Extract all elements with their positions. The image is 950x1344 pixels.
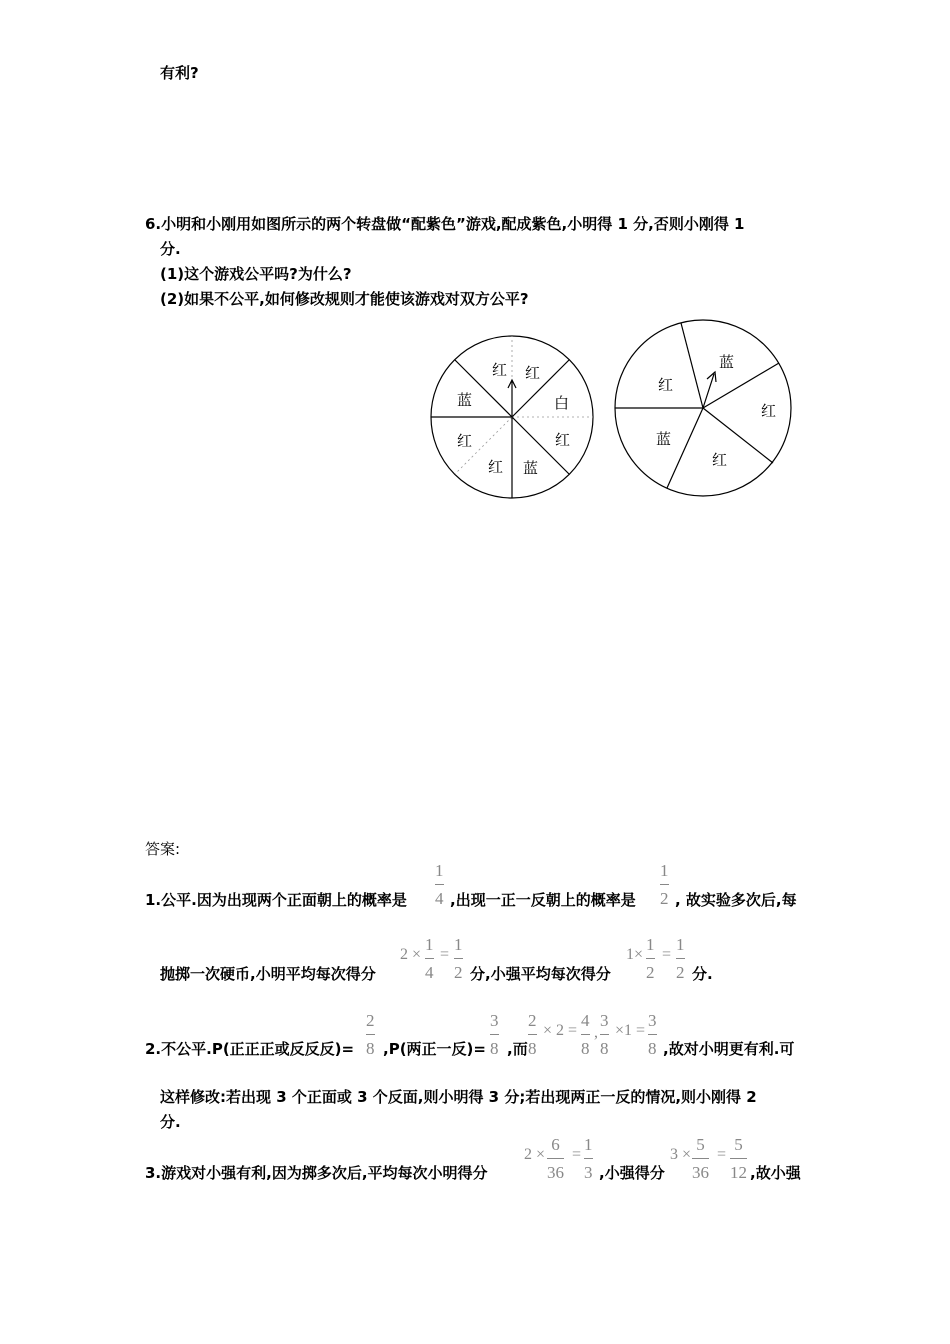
fraction-denominator: 2: [660, 889, 669, 908]
answer-heading: 答案:: [145, 840, 181, 858]
answer1-part-b: ,出现一正一反朝上的概率是: [450, 891, 636, 909]
answer1-fraction: [425, 936, 434, 981]
fraction-numerator: 2: [528, 1011, 537, 1030]
answer1-line2-a: 抛掷一次硬币,小明平均每次得分: [160, 965, 376, 983]
spinner-left-label: 红: [457, 432, 473, 450]
fraction-numerator: 1: [660, 861, 669, 880]
fraction-denominator: 4: [435, 889, 444, 908]
answer2-fraction: [581, 1012, 590, 1057]
spinner-right-arrow: [703, 372, 716, 408]
spinner-right-label: 蓝: [719, 353, 735, 371]
math-operator: 3 ×: [670, 1146, 692, 1163]
spinner-right-label: 红: [761, 402, 777, 420]
fraction-denominator: 8: [648, 1039, 657, 1058]
fraction-denominator: 2: [676, 963, 685, 982]
fraction-numerator: 5: [734, 1135, 743, 1154]
answer3-part-a: 3.游戏对小强有利,因为掷多次后,平均每次小明得分: [145, 1164, 488, 1182]
answer3-fraction: [584, 1136, 593, 1181]
answer3-part-b: ,小强得分: [599, 1164, 665, 1182]
spinner-right-divider: [667, 408, 703, 488]
q6-stem-line2: 分.: [160, 240, 181, 258]
spinner-right-label: 红: [658, 376, 674, 394]
fraction-numerator: 1: [425, 935, 434, 954]
fraction-denominator: 3: [584, 1163, 593, 1182]
math-operator: =: [572, 1146, 582, 1163]
top-fragment: 有利?: [160, 64, 199, 82]
answer1-fraction: [660, 862, 669, 907]
fraction-denominator: 8: [581, 1039, 590, 1058]
answer2-line2: 这样修改:若出现 3 个正面或 3 个反面,则小明得 3 分;若出现两正一反的情况,则小刚得 2: [160, 1088, 757, 1106]
fraction-denominator: 2: [454, 963, 463, 982]
fraction-denominator: 2: [646, 963, 655, 982]
fraction-denominator: 8: [366, 1039, 375, 1058]
fraction-denominator: 4: [425, 963, 434, 982]
spinner-left-label: 红: [555, 431, 571, 449]
fraction-denominator: 8: [528, 1039, 537, 1058]
answer3-part-c: ,故小强: [750, 1164, 801, 1182]
fraction-numerator: 1: [435, 861, 444, 880]
fraction-numerator: 3: [648, 1011, 657, 1030]
answer2-fraction: [528, 1012, 537, 1057]
fraction-numerator: 1: [676, 935, 685, 954]
fraction-numerator: 1: [454, 935, 463, 954]
answer3-fraction: [547, 1136, 564, 1181]
answer2-part-a: 2.不公平.P(正正正或反反反)=: [145, 1040, 355, 1058]
answer2-line3: 分.: [160, 1113, 181, 1131]
answer1-fraction: [676, 936, 685, 981]
answer1-part-c: , 故实验多次后,每: [675, 891, 797, 909]
spinner-left-label: 红: [492, 361, 508, 379]
spinner-left-label: 蓝: [523, 459, 539, 477]
math-operator: 1×: [626, 946, 644, 963]
spinner-left-label: 蓝: [457, 391, 473, 409]
spinner-right-label: 蓝: [656, 430, 672, 448]
fraction-numerator: 1: [584, 1135, 593, 1154]
math-operator: =: [440, 946, 450, 963]
q6-stem-line1: 6.小明和小刚用如图所示的两个转盘做“配紫色”游戏,配成紫色,小明得 1 分,否则小刚得 1: [145, 215, 745, 233]
fraction-numerator: 3: [600, 1011, 609, 1030]
answer2-part-d: ,故对小明更有利.可: [663, 1040, 795, 1058]
answer2-fraction: [600, 1012, 609, 1057]
fraction-numerator: 2: [366, 1011, 375, 1030]
math-operator: ×1 =: [615, 1022, 646, 1039]
answer1-line2-b: 分,小强平均每次得分: [470, 965, 611, 983]
answer1-fraction: [435, 862, 444, 907]
spinner-left-label: 白: [554, 394, 570, 412]
math-operator: =: [717, 1146, 727, 1163]
fraction-numerator: 6: [551, 1135, 560, 1154]
spinner-left-label: 红: [525, 364, 541, 382]
spinner-right: [612, 317, 794, 499]
answer2-fraction: [490, 1012, 499, 1057]
spinner-left: [428, 333, 596, 501]
answer1-line2-c: 分.: [692, 965, 713, 983]
spinner-left-arrow: [508, 380, 516, 419]
q6-sub2: (2)如果不公平,如何修改规则才能使该游戏对双方公平?: [160, 290, 529, 308]
answer1-fraction: [454, 936, 463, 981]
fraction-denominator: 36: [547, 1163, 564, 1182]
q6-sub1: (1)这个游戏公平吗?为什么?: [160, 265, 352, 283]
math-operator: =: [662, 946, 672, 963]
fraction-denominator: 8: [490, 1039, 499, 1058]
fraction-denominator: 8: [600, 1039, 609, 1058]
answer3-fraction: [692, 1136, 709, 1181]
spinner-right-label: 红: [712, 451, 728, 469]
answer1-fraction: [646, 936, 655, 981]
math-operator: × 2 =: [543, 1022, 578, 1039]
answer1-part-a: 1.公平.因为出现两个正面朝上的概率是: [145, 891, 407, 909]
answer2-fraction: [366, 1012, 375, 1057]
fraction-denominator: 12: [730, 1163, 747, 1182]
answer2-part-c: ,而: [507, 1040, 528, 1058]
math-operator: ,: [594, 1024, 598, 1041]
answer2-fraction: [648, 1012, 657, 1057]
math-operator: 2 ×: [400, 946, 422, 963]
fraction-numerator: 3: [490, 1011, 499, 1030]
answer2-part-b: ,P(两正一反)=: [383, 1040, 486, 1058]
spinner-left-label: 红: [488, 458, 504, 476]
fraction-numerator: 1: [646, 935, 655, 954]
spinner-right-divider: [681, 323, 703, 408]
math-operator: 2 ×: [524, 1146, 546, 1163]
answer3-fraction: [730, 1136, 747, 1181]
fraction-denominator: 36: [692, 1163, 709, 1182]
fraction-numerator: 4: [581, 1011, 590, 1030]
fraction-numerator: 5: [696, 1135, 705, 1154]
